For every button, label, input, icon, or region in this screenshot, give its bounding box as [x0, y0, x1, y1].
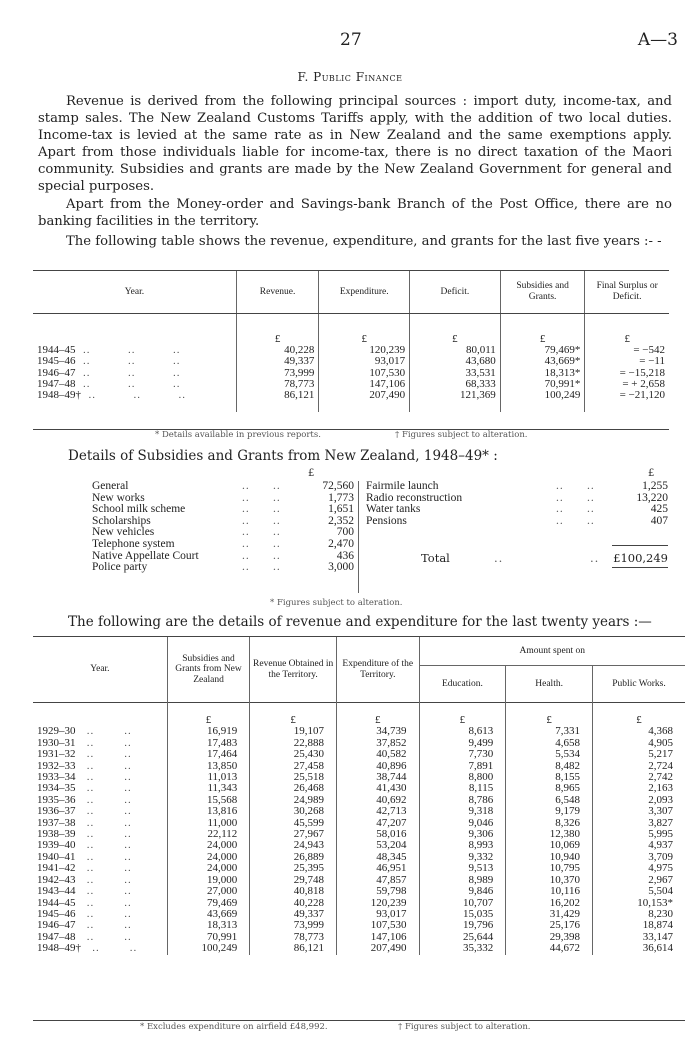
table-rule: [33, 429, 669, 430]
cell-expenditure: 48,345: [337, 852, 420, 863]
cell-grants: 13,850: [167, 761, 250, 772]
cell-revenue: 49,337: [236, 356, 319, 367]
year-label: 1945–46: [37, 907, 76, 920]
cell-public-works: 18,874: [592, 920, 685, 931]
cell-revenue: 40,228: [250, 898, 337, 909]
cell-grants: 24,000: [167, 852, 250, 863]
table2-footnote-alteration: † Figures subject to alteration.: [398, 1022, 531, 1032]
cell-revenue: 25,518: [250, 772, 337, 783]
cell-grants: 79,469: [167, 898, 250, 909]
cell-grants: 22,112: [167, 829, 250, 840]
col-header-year: Year.: [33, 271, 236, 314]
year-label: 1933–34: [37, 771, 76, 784]
cell-public-works: 2,163: [592, 783, 685, 794]
table-row: [33, 390, 669, 401]
cell-revenue: 78,773: [236, 379, 319, 390]
cell-public-works: 4,905: [592, 738, 685, 749]
cell-expenditure: 47,207: [337, 818, 420, 829]
subsidies-right-list: [366, 481, 668, 527]
currency-mark: £: [506, 715, 593, 726]
subsidy-value: 2,352: [328, 514, 354, 527]
subsidy-label: Telephone system: [92, 537, 175, 550]
cell-public-works: 3,709: [592, 852, 685, 863]
currency-mark: £: [308, 468, 315, 479]
cell-grants: 11,000: [167, 818, 250, 829]
leader-dots: .. ..: [75, 793, 132, 806]
cell-expenditure: 147,106: [319, 379, 410, 390]
cell-grants: 100,249: [500, 390, 585, 401]
cell-public-works: 8,230: [592, 909, 685, 920]
cell-expenditure: 53,204: [337, 840, 420, 851]
cell-expenditure: 120,239: [319, 345, 410, 356]
cell-revenue: 26,468: [250, 783, 337, 794]
year-label: 1945–46: [37, 355, 76, 368]
currency-mark: £: [167, 715, 250, 726]
subsidy-label: General: [92, 480, 129, 492]
cell-health: 16,202: [506, 898, 593, 909]
cell-final: = −11: [585, 356, 669, 367]
cell-grants: 79,469*: [500, 345, 585, 356]
cell-revenue: 26,889: [250, 852, 337, 863]
table-rule: [33, 1020, 685, 1021]
cell-public-works: 3,307: [592, 806, 685, 817]
currency-mark: £: [250, 715, 337, 726]
cell-expenditure: 40,582: [337, 749, 420, 760]
cell-grants: 11,013: [167, 772, 250, 783]
cell-deficit: 43,680: [410, 356, 501, 367]
total-value: £100,249: [613, 551, 668, 565]
cell-education: 8,800: [419, 772, 506, 783]
cell-grants: 19,000: [167, 875, 250, 886]
cell-health: 10,116: [506, 886, 593, 897]
col-header-grants: Subsidies and Grants.: [500, 271, 585, 314]
leader-dots: .. ..: [75, 725, 132, 738]
cell-grants: 24,000: [167, 840, 250, 851]
col-header-expenditure: Expenditure of the Territory.: [337, 637, 420, 703]
cell-health: 8,482: [506, 761, 593, 772]
row-year: [33, 943, 167, 954]
cell-grants: 17,483: [167, 738, 250, 749]
table1-footnote-details: * Details available in previous reports.: [155, 430, 321, 440]
leader-dots: .. ..: [75, 930, 132, 943]
leader-dots: .. ..: [242, 514, 281, 527]
cell-education: 7,730: [419, 749, 506, 760]
subsidy-label: New works: [92, 491, 145, 504]
col-header-revenue: Revenue Obtained in the Territory.: [250, 637, 337, 703]
currency-mark: £: [500, 334, 585, 345]
cell-revenue: 73,999: [250, 920, 337, 931]
year-label: 1940–41: [37, 850, 76, 863]
subsidy-value: 3,000: [328, 561, 354, 574]
cell-expenditure: 58,016: [337, 829, 420, 840]
cell-health: 5,534: [506, 749, 593, 760]
cell-revenue: 73,999: [236, 368, 319, 379]
leader-dots: .. ..: [75, 828, 132, 841]
cell-public-works: 2,967: [592, 875, 685, 886]
cell-revenue: 27,458: [250, 761, 337, 772]
subsidy-item: [366, 516, 668, 528]
cell-expenditure: 93,017: [319, 356, 410, 367]
cell-final: = −21,120: [585, 390, 669, 401]
cell-grants: 18,313: [167, 920, 250, 931]
cell-expenditure: 120,239: [337, 898, 420, 909]
leader-dots: .. ..: [75, 736, 132, 749]
leader-dots: .. .. ..: [75, 366, 181, 379]
cell-revenue: 24,943: [250, 840, 337, 851]
leader-dots: .. ..: [75, 919, 132, 932]
leader-dots: .. ..: [75, 850, 132, 863]
currency-mark: £: [236, 334, 319, 345]
leader-dots: .. ..: [81, 942, 138, 955]
cell-grants: 16,919: [167, 726, 250, 737]
leader-dots: .. ..: [75, 862, 132, 875]
col-header-final: Final Surplus or Deficit.: [585, 271, 669, 314]
cell-health: 7,331: [506, 726, 593, 737]
cell-public-works: 3,827: [592, 818, 685, 829]
page-reference: A—3: [637, 30, 678, 50]
leader-dots: .. .. ..: [75, 344, 181, 357]
cell-health: 6,548: [506, 795, 593, 806]
year-label: 1946–47: [37, 919, 76, 932]
cell-expenditure: 93,017: [337, 909, 420, 920]
leader-dots: .. ..: [242, 491, 281, 504]
year-label: 1947–48: [37, 930, 76, 943]
subsidy-value: 1,255: [642, 480, 668, 492]
cell-revenue: 29,748: [250, 875, 337, 886]
cell-education: 7,891: [419, 761, 506, 772]
cell-public-works: 10,153*: [592, 898, 685, 909]
cell-health: 29,398: [506, 932, 593, 943]
col-header-deficit: Deficit.: [410, 271, 501, 314]
leader-dots: .. ..: [242, 503, 281, 516]
cell-health: 8,155: [506, 772, 593, 783]
col-header-expenditure: Expenditure.: [319, 271, 410, 314]
subsidy-value: 407: [650, 514, 668, 527]
cell-education: 9,046: [419, 818, 506, 829]
cell-education: 9,846: [419, 886, 506, 897]
cell-education: 25,644: [419, 932, 506, 943]
twenty-year-intro: The following are the details of revenue and expenditure for the last twenty years :—: [68, 614, 652, 630]
cell-health: 10,795: [506, 863, 593, 874]
cell-expenditure: 59,798: [337, 886, 420, 897]
leader-dots: .. ..: [75, 839, 132, 852]
subsidy-label: Police party: [92, 561, 148, 574]
year-label: 1944–45: [37, 344, 76, 357]
leader-dots: .. ..: [556, 503, 595, 516]
cell-education: 8,613: [419, 726, 506, 737]
cell-health: 8,326: [506, 818, 593, 829]
total-rule: [612, 545, 668, 546]
leader-dots: .. ..: [75, 782, 132, 795]
section-title: F. Public Finance: [297, 70, 403, 84]
cell-expenditure: 46,951: [337, 863, 420, 874]
subsidy-label: Native Appellate Court: [92, 549, 199, 562]
cell-expenditure: 107,530: [319, 368, 410, 379]
cell-public-works: 4,975: [592, 863, 685, 874]
cell-education: 15,035: [419, 909, 506, 920]
cell-final: = −15,218: [585, 368, 669, 379]
subsidy-value: 13,220: [636, 491, 668, 504]
year-label: 1938–39: [37, 828, 76, 841]
year-label: 1944–45: [37, 896, 76, 909]
year-label: 1936–37: [37, 805, 76, 818]
leader-dots: .. ..: [242, 480, 281, 492]
currency-mark: £: [648, 468, 655, 479]
cell-health: 9,179: [506, 806, 593, 817]
cell-expenditure: 207,490: [337, 943, 420, 954]
cell-final: = −542: [585, 345, 669, 356]
cell-expenditure: 41,430: [337, 783, 420, 794]
col-header-year: Year.: [33, 637, 167, 703]
cell-education: 9,513: [419, 863, 506, 874]
cell-expenditure: 38,744: [337, 772, 420, 783]
currency-mark: £: [419, 715, 506, 726]
subsidy-item: [92, 539, 354, 551]
page-number: 27: [340, 30, 362, 50]
subsidy-value: 1,773: [328, 491, 354, 504]
year-label: 1947–48: [37, 377, 76, 390]
cell-health: 12,380: [506, 829, 593, 840]
cell-grants: 18,313*: [500, 368, 585, 379]
col-header-amount-spent: Amount spent on: [419, 637, 685, 666]
total-label: Total: [421, 551, 450, 565]
cell-revenue: 86,121: [236, 390, 319, 401]
cell-public-works: 2,724: [592, 761, 685, 772]
cell-revenue: 78,773: [250, 932, 337, 943]
cell-deficit: 33,531: [410, 368, 501, 379]
total-rule: [612, 567, 668, 568]
paragraph-table-intro: The following table shows the revenue, expenditure, and grants for the last five years :- -: [66, 234, 662, 249]
cell-education: 9,306: [419, 829, 506, 840]
cell-revenue: 40,818: [250, 886, 337, 897]
cell-grants: 27,000: [167, 886, 250, 897]
subsidy-label: Water tanks: [366, 503, 421, 516]
cell-public-works: 36,614: [592, 943, 685, 954]
subsidy-value: 700: [336, 526, 354, 539]
col-header-education: Education.: [419, 666, 506, 703]
year-label: 1941–42: [37, 862, 76, 875]
subsidy-item: [92, 481, 354, 493]
col-header-public-works: Public Works.: [592, 666, 685, 703]
cell-public-works: 2,742: [592, 772, 685, 783]
cell-education: 10,707: [419, 898, 506, 909]
subsidy-label: Pensions: [366, 514, 407, 527]
cell-deficit: 68,333: [410, 379, 501, 390]
cell-revenue: 24,989: [250, 795, 337, 806]
leader-dots: .. ..: [75, 907, 132, 920]
cell-education: 9,332: [419, 852, 506, 863]
subsidies-footnote: * Figures subject to alteration.: [270, 598, 403, 608]
leader-dots: .. ..: [242, 561, 281, 574]
subsidy-item: [92, 562, 354, 574]
year-label: 1934–35: [37, 782, 76, 795]
leader-dots: .. ..: [75, 816, 132, 829]
cell-revenue: 27,967: [250, 829, 337, 840]
cell-education: 9,499: [419, 738, 506, 749]
table-row: [33, 943, 685, 954]
cell-health: 44,672: [506, 943, 593, 954]
cell-education: 8,786: [419, 795, 506, 806]
leader-dots: .. ..: [556, 480, 595, 492]
cell-revenue: 25,430: [250, 749, 337, 760]
subsidy-value: 436: [336, 549, 354, 562]
leader-dots: .. ..: [75, 759, 132, 772]
cell-revenue: 19,107: [250, 726, 337, 737]
leader-dots: .. ..: [242, 537, 281, 550]
cell-grants: 17,464: [167, 749, 250, 760]
paragraph-banking: Apart from the Money-order and Savings-bank Branch of the Post Office, there are no banking facilities in the territory.: [38, 197, 672, 229]
cell-expenditure: 37,852: [337, 738, 420, 749]
cell-expenditure: 34,739: [337, 726, 420, 737]
cell-education: 8,989: [419, 875, 506, 886]
col-header-health: Health.: [506, 666, 593, 703]
cell-education: 19,796: [419, 920, 506, 931]
currency-mark: £: [410, 334, 501, 345]
leader-dots: .. ..: [242, 526, 281, 539]
cell-health: 10,370: [506, 875, 593, 886]
five-year-table-body: [33, 345, 669, 401]
cell-revenue: 40,228: [236, 345, 319, 356]
cell-revenue: 45,599: [250, 818, 337, 829]
cell-grants: 15,568: [167, 795, 250, 806]
currency-mark: £: [585, 334, 669, 345]
page-header: [0, 30, 700, 52]
cell-grants: 13,816: [167, 806, 250, 817]
leader-dots: .. ..: [556, 514, 595, 527]
subsidies-heading: Details of Subsidies and Grants from New Zealand, 1948–49* :: [68, 448, 498, 464]
year-label: 1943–44: [37, 885, 76, 898]
cell-public-works: 5,504: [592, 886, 685, 897]
cell-revenue: 30,268: [250, 806, 337, 817]
cell-final: = + 2,658: [585, 379, 669, 390]
cell-public-works: 33,147: [592, 932, 685, 943]
currency-mark: £: [337, 715, 420, 726]
cell-public-works: 2,093: [592, 795, 685, 806]
currency-mark: £: [319, 334, 410, 345]
cell-deficit: 121,369: [410, 390, 501, 401]
cell-expenditure: 40,896: [337, 761, 420, 772]
cell-revenue: 25,395: [250, 863, 337, 874]
cell-health: 10,940: [506, 852, 593, 863]
column-divider: [358, 481, 359, 593]
cell-health: 4,658: [506, 738, 593, 749]
col-header-grants: Subsidies and Grants from New Zealand: [167, 637, 250, 703]
year-label: 1929–30: [37, 725, 76, 738]
cell-expenditure: 107,530: [337, 920, 420, 931]
cell-public-works: 5,217: [592, 749, 685, 760]
year-label: 1932–33: [37, 759, 76, 772]
year-label: 1948–49†: [37, 942, 81, 955]
cell-grants: 11,343: [167, 783, 250, 794]
cell-grants: 70,991: [167, 932, 250, 943]
cell-expenditure: 42,713: [337, 806, 420, 817]
subsidy-label: School milk scheme: [92, 503, 186, 516]
leader-dots: .. ..: [75, 771, 132, 784]
leader-dots: .. ..: [75, 873, 132, 886]
cell-grants: 70,991*: [500, 379, 585, 390]
cell-grants: 43,669*: [500, 356, 585, 367]
subsidy-value: 1,651: [328, 503, 354, 516]
cell-health: 25,176: [506, 920, 593, 931]
leader-dots: .. ..: [75, 748, 132, 761]
cell-expenditure: 47,857: [337, 875, 420, 886]
cell-education: 9,318: [419, 806, 506, 817]
year-label: 1939–40: [37, 839, 76, 852]
subsidy-item: [366, 504, 668, 516]
subsidy-value: 425: [650, 503, 668, 516]
subsidy-label: Radio reconstruction: [366, 491, 463, 504]
twenty-year-finance-table: [33, 636, 685, 955]
currency-mark: £: [592, 715, 685, 726]
cell-grants: 43,669: [167, 909, 250, 920]
cell-expenditure: 147,106: [337, 932, 420, 943]
cell-deficit: 80,011: [410, 345, 501, 356]
table1-footnote-alteration: † Figures subject to alteration.: [395, 430, 528, 440]
leader-dots: .. .. ..: [81, 389, 186, 402]
leader-dots: .. .. ..: [75, 377, 181, 390]
year-label: 1948–49†: [37, 389, 81, 402]
document-page: 27 A—3 F. Public Finance Revenue is derived from the following principal sources : import duty, income-tax, and stamp sales. The New Zealand Customs Tariffs apply, with the addition of two local duties. Income-tax is levied at the same rate as in New Zealand and the same exemptions apply. Apart from those individuals liable for income-tax, there is no direct taxation of the Maori community. Subsidies and grants are made by the New Zealand Government for general and special purposes. Apart from the Money-order and Savings-bank Branch of the Post Office, there are no banking facilities in the territory. The following table shows the revenue, expenditure, and grants for the last five years :- - Year. Revenue. Expenditure. Deficit. Subsidies and Grants. Final Surplus or Deficit. £ £ £ £ £ 1944–45 .. .. .. 40,228 120,239 80,011 79,469* = −542 1945–46 .. .. .. 49,337 93,017 43,680 43,669* = −11 1946–47 .. .. .. 73,999 107,530 33,531 18,313* = −15,218 1947–48 .. .. .. 78,773 147,106 68,333 70,991* = + 2,658 1948–49† .. .. .. 86,121 207,490 121,369 100,249 = −21,120 * Details available in previous reports. † Figures subject to alteration. Details of Subsidies and Grants from New Zealand, 1948–49* : £ £ General .. .. 72,560 New works .. .. 1,773 School milk scheme .. .. 1,651 Scholarships .. .. 2,352 New vehicles .. .. 700 Telephone system .. .. 2,470 Native Appellate Court .. .. 436 Police party .. .. 3,000 Fairmile launch .. .. 1,255 Radio reconstruction .. .. 13,220 Water tanks .. .. 425 Pensions .. .. 407 Total .. .. £100,249 * Figures subject to alteration. The following are the details of revenue and expenditure for the last twenty years :— Year. Subsidies and Grants from New Zealand Revenue Obtained in the Territory. Expenditure of the Territory. Amount spent on Education. Health. Public Works. £ £ £ £ £ £ 1929–30 .. .. 16,919 19,107 34,739 8,613 7,331 4,368 1930–31 .. .. 17,483 22,888 37,852 9,499 4,658 4,905 1931–32 .. .. 17,464 25,430 40,582 7,730 5,534 5,217 1932–33 .. .. 13,850 27,458 40,896 7,891 8,482 2,724 1933–34 .. .. 11,013 25,518 38,744 8,800 8,155 2,742 1934–35 .. .. 11,343 26,468 41,430 8,115 8,965 2,163 1935–36 .. .. 15,568 24,989 40,692 8,786 6,548 2,093 1936–37 .. .. 13,816 30,268 42,713 9,318 9,179 3,307 1937–38 .. .. 11,000 45,599 47,207 9,046 8,326 3,827 1938–39 .. .. 22,112 27,967 58,016 9,306 12,380 5,995 1939–40 .. .. 24,000 24,943 53,204 8,993 10,069 4,937 1940–41 .. .. 24,000 26,889 48,345 9,332 10,940 3,709 1941–42 .. .. 24,000 25,395 46,951 9,513 10,795 4,975 1942–43 .. .. 19,000 29,748 47,857 8,989 10,370 2,967 1943–44 .. .. 27,000 40,818 59,798 9,846 10,116 5,504 1944–45 .. .. 79,469 40,228 120,239 10,707 16,202 10,153* 1945–46 .. .. 43,669 49,337 93,017 15,035 31,429 8,230 1946–47 .. .. 18,313 73,999 107,530 19,796 25,176 18,874 1947–48 .. .. 70,991 78,773 147,106 25,644 29,398 33,147 1948–49† .. .. 100,249 86,121 207,490 35,332 44,672 36,614 * Excludes expenditure on airfield £48,992. † Figures subject to alteration.: [0, 0, 700, 1063]
year-label: 1931–32: [37, 748, 76, 761]
cell-health: 10,069: [506, 840, 593, 851]
year-label: 1946–47: [37, 366, 76, 379]
cell-expenditure: 207,490: [319, 390, 410, 401]
subsidy-label: Scholarships: [92, 514, 151, 527]
cell-grants: 100,249: [167, 943, 250, 954]
cell-health: 31,429: [506, 909, 593, 920]
paragraph-revenue-sources: Revenue is derived from the following principal sources : import duty, income-tax, and stamp sales. The New Zealand Customs Tariffs apply, with the addition of two local duties. Income-tax is levied at the same rate as in New Zealand and the same exemptions apply. Apart from those individuals liable for income-tax, there is no direct taxation of the Maori community. Subsidies and grants are made by the New Zealand Government for general and special purposes.: [38, 94, 672, 194]
cell-expenditure: 40,692: [337, 795, 420, 806]
cell-revenue: 22,888: [250, 738, 337, 749]
col-header-revenue: Revenue.: [236, 271, 319, 314]
cell-public-works: 4,368: [592, 726, 685, 737]
cell-revenue: 49,337: [250, 909, 337, 920]
leader-dots: .. ..: [75, 896, 132, 909]
leader-dots: .. .. ..: [75, 355, 181, 368]
subsidy-value: 72,560: [322, 480, 354, 492]
subsidy-value: 2,470: [328, 537, 354, 550]
twenty-year-table-body: [33, 726, 685, 954]
leader-dots: .. ..: [75, 805, 132, 818]
five-year-finance-table: [33, 270, 669, 412]
cell-education: 8,993: [419, 840, 506, 851]
cell-education: 8,115: [419, 783, 506, 794]
subsidy-label: Fairmile launch: [366, 480, 439, 492]
cell-education: 35,332: [419, 943, 506, 954]
year-label: 1935–36: [37, 793, 76, 806]
row-year: [33, 390, 236, 401]
table2-footnote-airfield: * Excludes expenditure on airfield £48,992.: [140, 1022, 328, 1032]
year-label: 1937–38: [37, 816, 76, 829]
year-label: 1930–31: [37, 736, 76, 749]
cell-revenue: 86,121: [250, 943, 337, 954]
subsidies-left-list: [92, 481, 354, 574]
cell-health: 8,965: [506, 783, 593, 794]
subsidy-item: [366, 481, 668, 493]
cell-public-works: 4,937: [592, 840, 685, 851]
leader-dots: .. ..: [75, 885, 132, 898]
subsidy-label: New vehicles: [92, 526, 155, 539]
cell-grants: 24,000: [167, 863, 250, 874]
cell-public-works: 5,995: [592, 829, 685, 840]
year-label: 1942–43: [37, 873, 76, 886]
leader-dots: .. ..: [556, 491, 595, 504]
leader-dots: .. ..: [242, 549, 281, 562]
